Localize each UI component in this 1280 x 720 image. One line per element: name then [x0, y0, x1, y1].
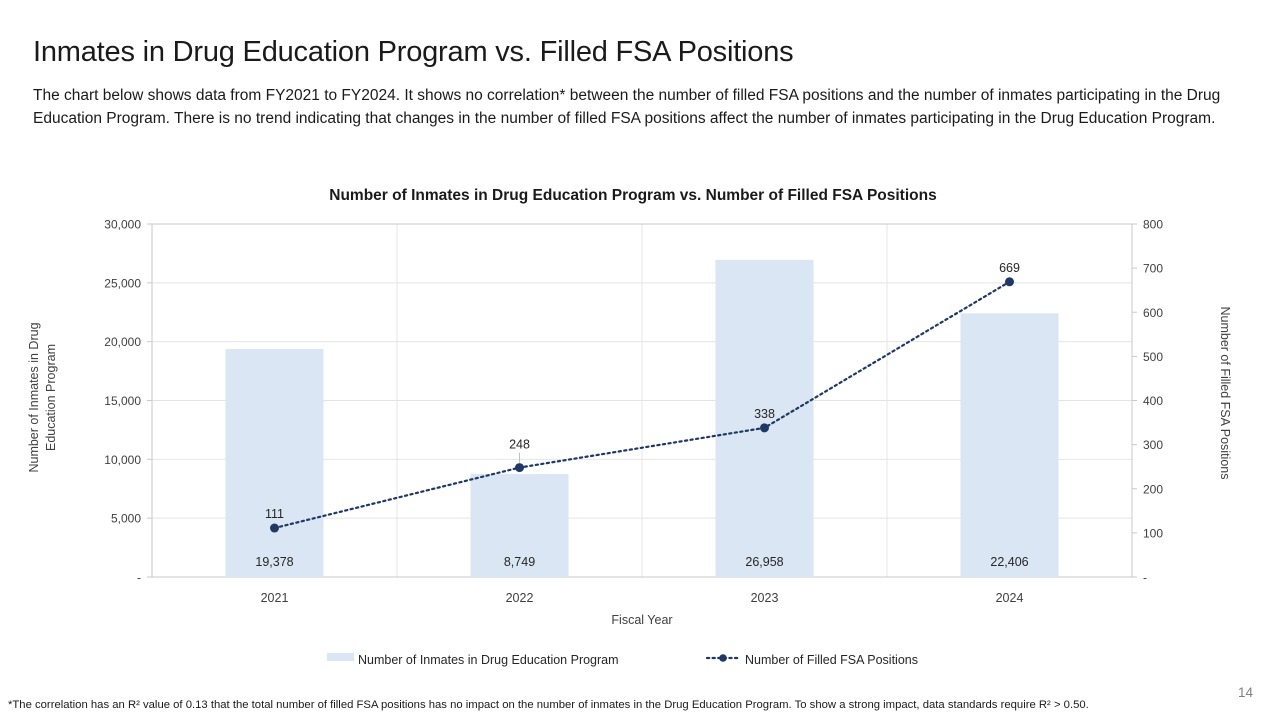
marker-2022 — [515, 463, 524, 472]
bar-2021 — [226, 349, 324, 577]
slide-title: Inmates in Drug Education Program vs. Filled FSA Positions — [33, 36, 794, 68]
right-axis-tick-label: 200 — [1143, 482, 1164, 497]
left-axis-tick-label: 10,000 — [104, 452, 141, 467]
left-axis-title-line1: Number of Inmates in Drug — [27, 322, 41, 473]
right-axis-tick-label: 800 — [1143, 217, 1164, 232]
right-axis-tick-label: 700 — [1143, 261, 1164, 276]
legend-label-bars: Number of Inmates in Drug Education Program — [358, 653, 619, 667]
slide-body-text: The chart below shows data from FY2021 to FY2024. It shows no correlation* between the number of filled FSA positions and the number of inmates participating in the Drug Education Program. There is no trend indicating that changes in the number of filled FSA positions affect the number of inmates participating in the Drug Education Program. — [33, 87, 1221, 127]
bar-label-2023: 26,958 — [745, 555, 784, 569]
right-axis-tick-label: - — [1143, 570, 1147, 585]
page-number: 14 — [1237, 685, 1253, 700]
point-label-2023: 338 — [754, 406, 775, 421]
category-label-2023: 2023 — [750, 591, 779, 605]
bar-label-2022: 8,749 — [503, 555, 536, 569]
right-axis-tick-label: 400 — [1143, 394, 1164, 408]
legend-swatch-bars — [327, 653, 354, 661]
x-axis-title: Fiscal Year — [611, 613, 673, 627]
category-label-2021: 2021 — [260, 591, 289, 605]
marker-2024 — [1005, 277, 1014, 286]
right-axis-tick-label: 500 — [1143, 349, 1164, 364]
bar-label-2021: 19,378 — [255, 555, 294, 569]
point-label-2021: 111 — [264, 507, 285, 522]
chart-title: Number of Inmates in Drug Education Program vs. Number of Filled FSA Positions — [329, 187, 937, 204]
right-axis-tick-label: 100 — [1143, 526, 1164, 541]
right-axis-title: Number of Filled FSA Positions — [1218, 306, 1232, 480]
right-axis-tick-label: 600 — [1143, 305, 1164, 320]
point-label-2022: 248 — [509, 437, 530, 452]
category-label-2022: 2022 — [505, 591, 534, 605]
chart-legend — [327, 653, 918, 667]
legend-label-line: Number of Filled FSA Positions — [745, 653, 918, 667]
left-axis-title-line2: Education Program — [44, 343, 58, 452]
left-axis-tick-label: 30,000 — [104, 217, 141, 232]
footnote: *The correlation has an R² value of 0.13 that the total number of filled FSA positions has no impact on the number of inmates in the Drug Education Program. To show a strong impact, data standards require R² > 0.50. — [8, 699, 1089, 711]
marker-2023 — [760, 423, 769, 432]
right-axis-tick-label: 300 — [1143, 438, 1164, 453]
legend-marker-dot — [719, 654, 727, 662]
bar-label-2024: 22,406 — [990, 555, 1029, 569]
left-axis-tick-label: 25,000 — [104, 276, 141, 291]
left-axis-tick-label: 20,000 — [104, 335, 141, 350]
category-label-2024: 2024 — [995, 591, 1024, 605]
bar-2024 — [961, 313, 1059, 577]
left-axis-tick-label: - — [137, 570, 141, 585]
point-label-2024: 669 — [999, 260, 1020, 275]
marker-2021 — [270, 524, 279, 533]
left-axis-tick-label: 5,000 — [110, 511, 141, 526]
left-axis-tick-label: 15,000 — [104, 394, 141, 408]
